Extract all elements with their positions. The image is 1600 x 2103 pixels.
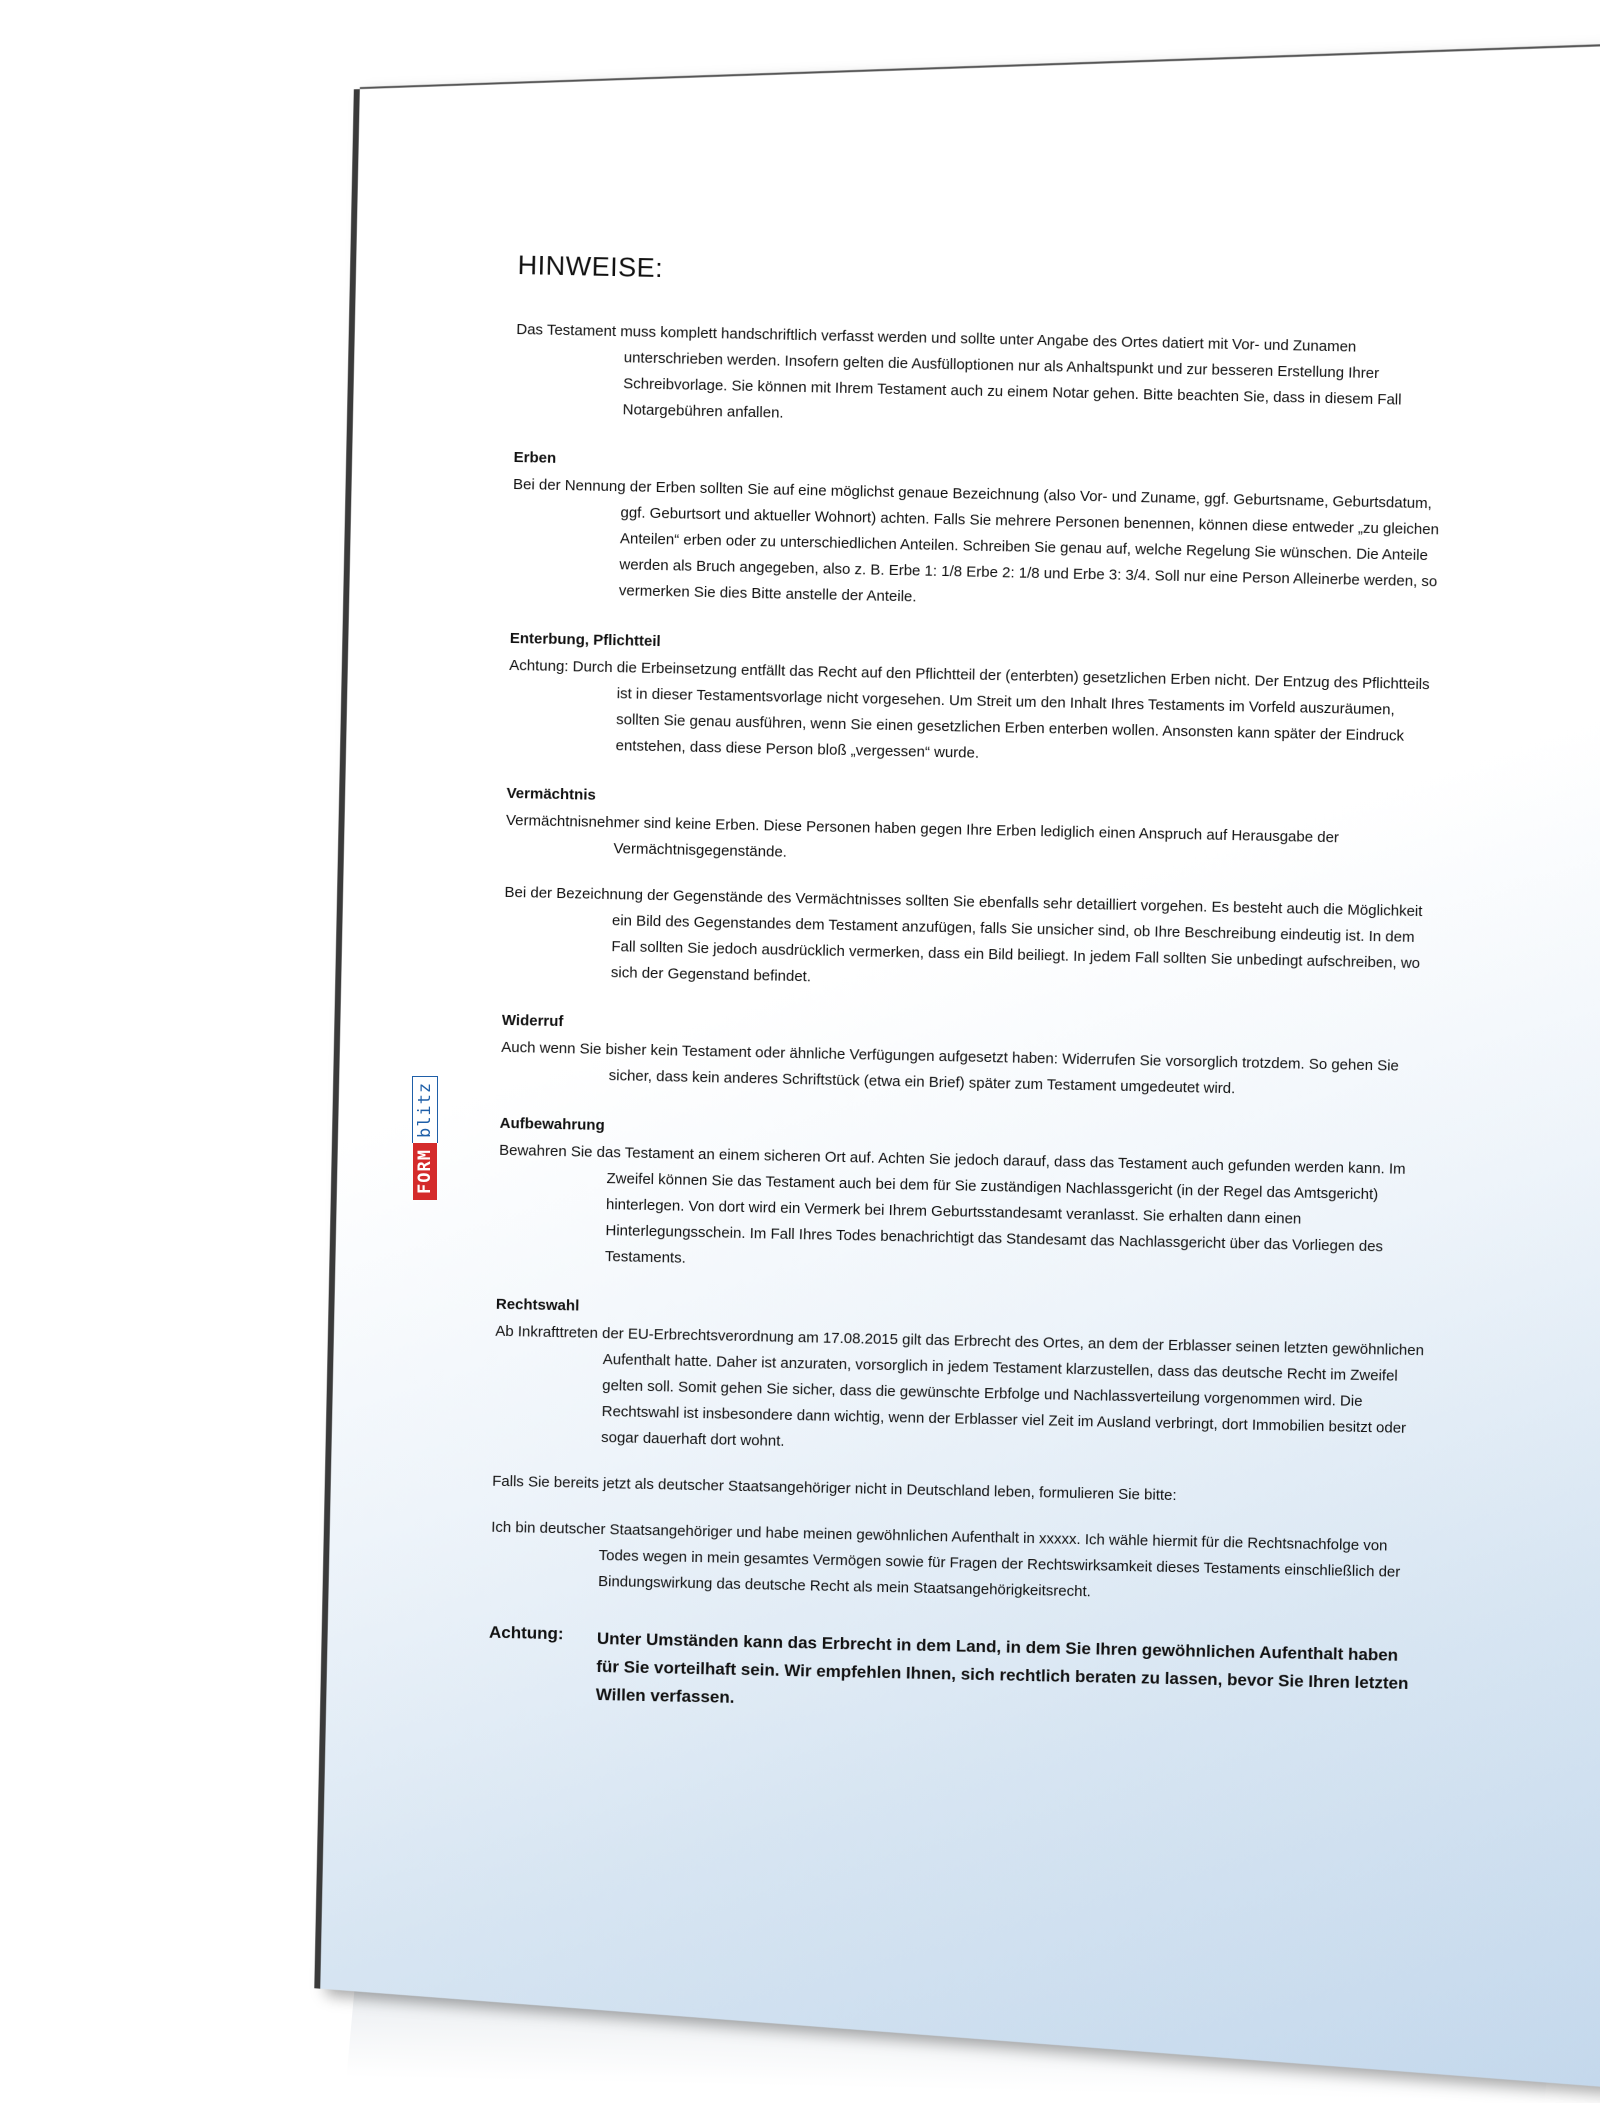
section-rechtswahl [490,1296,1426,1612]
section-text: Auch wenn Sie bisher kein Testament oder ähnliche Verfügungen aufgesetzt haben: Widerrufen Sie vorsorglich trotzdem. So gehen Sie sicher, dass kein anderes Schriftstück (etwa ein Brief) später zum Testament umgedeutet wird. [501,1038,1400,1098]
document-content [487,250,1447,1726]
section-heading: Vermächtnis [506,784,596,804]
section-text-2: Falls Sie bereits jetzt als deutscher Staatsangehöriger nicht in Deutschland leben, formulieren Sie bitte: [492,1472,1177,1505]
section-text: Bewahren Sie das Testament an einem sicheren Ort auf. Achten Sie jedoch darauf, dass das Testament auch gefunden werden kann. Im Zweifel können Sie das Testament auch bei dem für Sie zuständigen Nachlassgericht (in der Regel das Amtsgericht) hinterlegen. Von dort wird ein Vermerk bei Ihrem Geburtsstandesamt veranlasst. Sie erhalten dann einen Hinterlegungsschein. Im Fall Ihres Todes benachrichtigt das Standesamt das Nachlassgericht über das Vorliegen des Testaments. [498,1141,1406,1267]
section-heading: Enterbung, Pflichtteil [509,629,661,651]
intro-text: Das Testament muss komplett handschriftlich verfasst werden und sollte unter Angabe des Ortes datiert mit Vor- und Zunamen unterschrieben werden. Insofern gelten die Ausfülloptionen nur als Anhaltspunkt und zur besseren Erstellung Ihrer Schreibvorlage. Sie können mit Ihrem Testament auch zu einem Notar gehen. Bitte beachten Sie, dass in diesem Fall Notargebühren anfallen. [516,320,1402,422]
section-text: Ab Inkrafttreten der EU-Erbrechtsverordnung am 17.08.2015 gilt das Erbrecht des Ortes, an dem der Erblasser seinen letzten gewöhnlichen Aufenthalt hatte. Daher ist anzuraten, vorsorglich in jedem Testament klarzustellen, dass das deutsche Recht im Zweifel gelten soll. Somit gehen Sie sicher, dass die gewünschte Erbfolge und Nachlassverteilung vorgenommen wird. Die Rechtswahl ist insbesondere dann wichtig, wenn der Erblasser viel Zeit im Ausland verbringt, dort Immobilien besitzt oder sogar dauerhaft dort wohnt. [495,1322,1425,1450]
warning-text: Unter Umständen kann das Erbrecht in dem Land, in dem Sie Ihren gewöhnlichen Aufenthalt haben für Sie vorteilhaft sein. Wir empfehlen Ihnen, sich rechtlich beraten zu lassen, bevor Sie Ihren letzten Willen verfassen. [595,1628,1409,1707]
section-aufbewahrung [497,1115,1430,1287]
section-text-3: Ich bin deutscher Staatsangehöriger und habe meinen gewöhnlichen Aufenthalt in xxxxx. Ich wähle hiermit für die Rechtsnachfolge von Todes wegen in mein gesamtes Vermögen sowie für Fragen der Rechtswirksamkeit dieses Testaments einschließlich der Bindungswirkung das deutsche Recht als mein Staatsangehörigkeitsrecht. [491,1518,1401,1601]
warning-label: Achtung: [488,1622,564,1644]
section-heading: Erben [513,448,557,467]
section-enterbung [507,630,1439,776]
section-widerruf [500,1012,1431,1106]
page-title: HINWEISE: [517,250,664,284]
brand-logo-form: FORM [413,1143,437,1200]
section-text-2: Bei der Bezeichnung der Gegenstände des Vermächtnisses sollten Sie ebenfalls sehr detailliert vorgehen. Es besteht auch die Möglichkeit ein Bild des Gegenstandes dem Testament anzufügen, falls Sie unsicher sind, ob Ihre Beschreibung eindeutig ist. In dem Fall sollten Sie jedoch ausdrücklich vermerken, dass ein Bild beiliegt. In jedem Fall sollten Sie unbedingt aufschreiben, wo sich der Gegenstand befindet. [504,883,1423,986]
section-vermaechtnis [503,785,1437,1003]
brand-logo [412,1050,438,1200]
intro-section [514,317,1446,440]
section-heading: Widerruf [501,1011,564,1031]
section-erben [511,449,1444,621]
section-text: Vermächtnisnehmer sind keine Erben. Diese Personen haben gegen Ihre Erben lediglich einen Anspruch auf Herausgabe der Vermächtnisgegenstände. [505,811,1340,861]
section-heading: Aufbewahrung [499,1114,605,1135]
section-heading: Rechtswahl [495,1295,580,1315]
brand-logo-blitz: blitz [412,1076,438,1143]
section-text: Achtung: Durch die Erbeinsetzung entfällt das Recht auf den Pflichtteil der (enterbten) gesetzlichen Erben nicht. Der Entzug des Pflichtteils ist in dieser Testamentsvorlage nicht vorgesehen. Um Streit um den Inhalt Ihres Testaments im Vorfeld auszuräumen, sollten Sie genau ausführen, wenn Sie einen gesetzlichen Erben enterben wollen. Ansonsten kann später der Eindruck entstehen, dass diese Person bloß „vergessen“ wurde. [509,656,1430,762]
section-text: Bei der Nennung der Erben sollten Sie auf eine möglichst genaue Bezeichnung (also Vor- und Zuname, ggf. Geburtsname, Geburtsdatum, ggf. Geburtsort und aktueller Wohnort) achten. Falls Sie mehrere Personen benennen, können diese entweder „zu gleichen Anteilen“ erben oder zu unterschiedlichen Anteilen. Schreiben Sie genau auf, welche Regelung Sie wünschen. Die Anteile werden als Bruch angegeben, also z. B. Erbe 1: 1/8 Erbe 2: 1/8 und Erbe 3: 3/4. Soll nur eine Person Alleinerbe werden, so vermerken Sie dies Bitte anstelle der Anteile. [512,475,1440,606]
